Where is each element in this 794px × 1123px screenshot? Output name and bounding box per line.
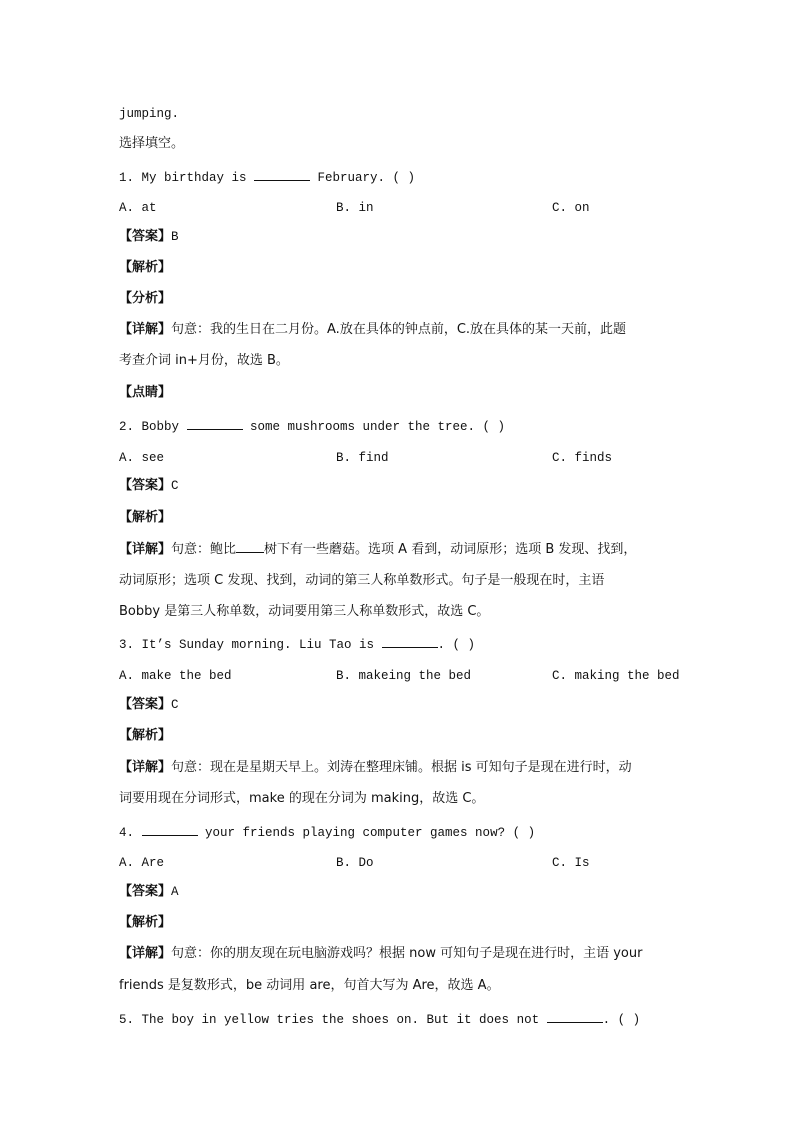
- question-text: 3. It’s Sunday morning. Liu Tao is: [119, 638, 382, 652]
- section-heading: 选择填空。: [119, 136, 185, 151]
- detail-text: 动词原形；选项 C 发现、找到，动词的第三人称单数形式。句子是一般现在时，主语: [119, 573, 605, 588]
- question-text: . ( ): [437, 638, 476, 652]
- detail-text: 句意：现在是星期天早上。刘涛在整理床铺。根据 is 可知句子是现在进行时，动: [171, 760, 632, 775]
- detail-line: [119, 541, 636, 558]
- option-b: B. makeing the bed: [336, 669, 472, 683]
- answer-tag: 【答案】: [119, 478, 172, 493]
- detail-line: [119, 946, 642, 962]
- answer-value: C: [171, 479, 179, 493]
- option-b: B. find: [336, 451, 389, 465]
- option-c: C. finds: [552, 451, 613, 465]
- question-text: your friends playing computer games now? ( ): [197, 826, 536, 840]
- answer-blank: [254, 169, 310, 181]
- analysis-tag: 【解析】: [119, 260, 172, 275]
- answer-value: B: [171, 230, 179, 244]
- answer-blank: [236, 541, 264, 553]
- answer-blank: [382, 636, 438, 648]
- answer-blank: [187, 418, 243, 430]
- detail-line: [119, 760, 632, 776]
- option-a: A. make the bed: [119, 669, 232, 683]
- analysis-tag: 【解析】: [119, 915, 172, 930]
- detail-text: 句意：你的朋友现在玩电脑游戏吗？根据 now 可知句子是现在进行时，主语 your: [171, 946, 643, 961]
- analysis-tag: 【解析】: [119, 510, 172, 525]
- answer-line: [119, 229, 179, 245]
- detail-text: 句意：鲍比: [171, 542, 237, 557]
- option-b: B. in: [336, 201, 374, 215]
- question-text: some mushrooms under the tree. ( ): [242, 420, 506, 434]
- question-text: February. ( ): [310, 171, 416, 185]
- question-1: [119, 169, 415, 186]
- answer-line: [119, 478, 179, 494]
- answer-line: [119, 884, 179, 900]
- dianjing-tag: 【点睛】: [119, 385, 172, 400]
- option-a: A. at: [119, 201, 157, 215]
- detail-text: 词要用现在分词形式，make 的现在分词为 making，故选 C。: [119, 791, 485, 806]
- answer-tag: 【答案】: [119, 884, 172, 899]
- option-b: B. Do: [336, 856, 374, 870]
- detail-tag: 【详解】: [119, 946, 172, 961]
- detail-tag: 【详解】: [119, 760, 172, 775]
- question-text: 2. Bobby: [119, 420, 187, 434]
- text-line: jumping.: [119, 107, 180, 121]
- detail-text: Bobby 是第三人称单数，动词要用第三人称单数形式，故选 C。: [119, 604, 490, 619]
- option-c: C. on: [552, 201, 590, 215]
- answer-value: C: [171, 698, 179, 712]
- detail-text: 树下有一些蘑菇。选项 A 看到，动词原形；选项 B 发现、找到，: [264, 542, 637, 557]
- answer-blank: [547, 1011, 603, 1023]
- question-text: . ( ): [602, 1013, 641, 1027]
- question-4: [119, 824, 535, 841]
- detail-text: friends 是复数形式，be 动词用 are，句首大写为 Are，故选 A。: [119, 978, 500, 993]
- option-c: C. making the bed: [552, 669, 680, 683]
- option-c: C. Is: [552, 856, 590, 870]
- option-a: A. see: [119, 451, 165, 465]
- analysis-tag: 【解析】: [119, 728, 172, 743]
- answer-value: A: [171, 885, 179, 899]
- answer-tag: 【答案】: [119, 697, 172, 712]
- question-5: [119, 1011, 640, 1028]
- answer-tag: 【答案】: [119, 229, 172, 244]
- fenxi-tag: 【分析】: [119, 291, 172, 306]
- detail-tag: 【详解】: [119, 542, 172, 557]
- question-text: 4.: [119, 826, 142, 840]
- detail-text: 考查介词 in+月份，故选 B。: [119, 353, 289, 368]
- question-2: [119, 418, 505, 435]
- answer-blank: [142, 824, 198, 836]
- answer-line: [119, 697, 179, 713]
- detail-tag: 【详解】: [119, 322, 172, 337]
- option-a: A. Are: [119, 856, 165, 870]
- detail-text: 句意：我的生日在二月份。A.放在具体的钟点前，C.放在具体的某一天前，此题: [171, 322, 627, 337]
- question-3: [119, 636, 475, 653]
- question-text: 5. The boy in yellow tries the shoes on. But it does not: [119, 1013, 547, 1027]
- detail-line: [119, 322, 626, 338]
- question-text: 1. My birthday is: [119, 171, 255, 185]
